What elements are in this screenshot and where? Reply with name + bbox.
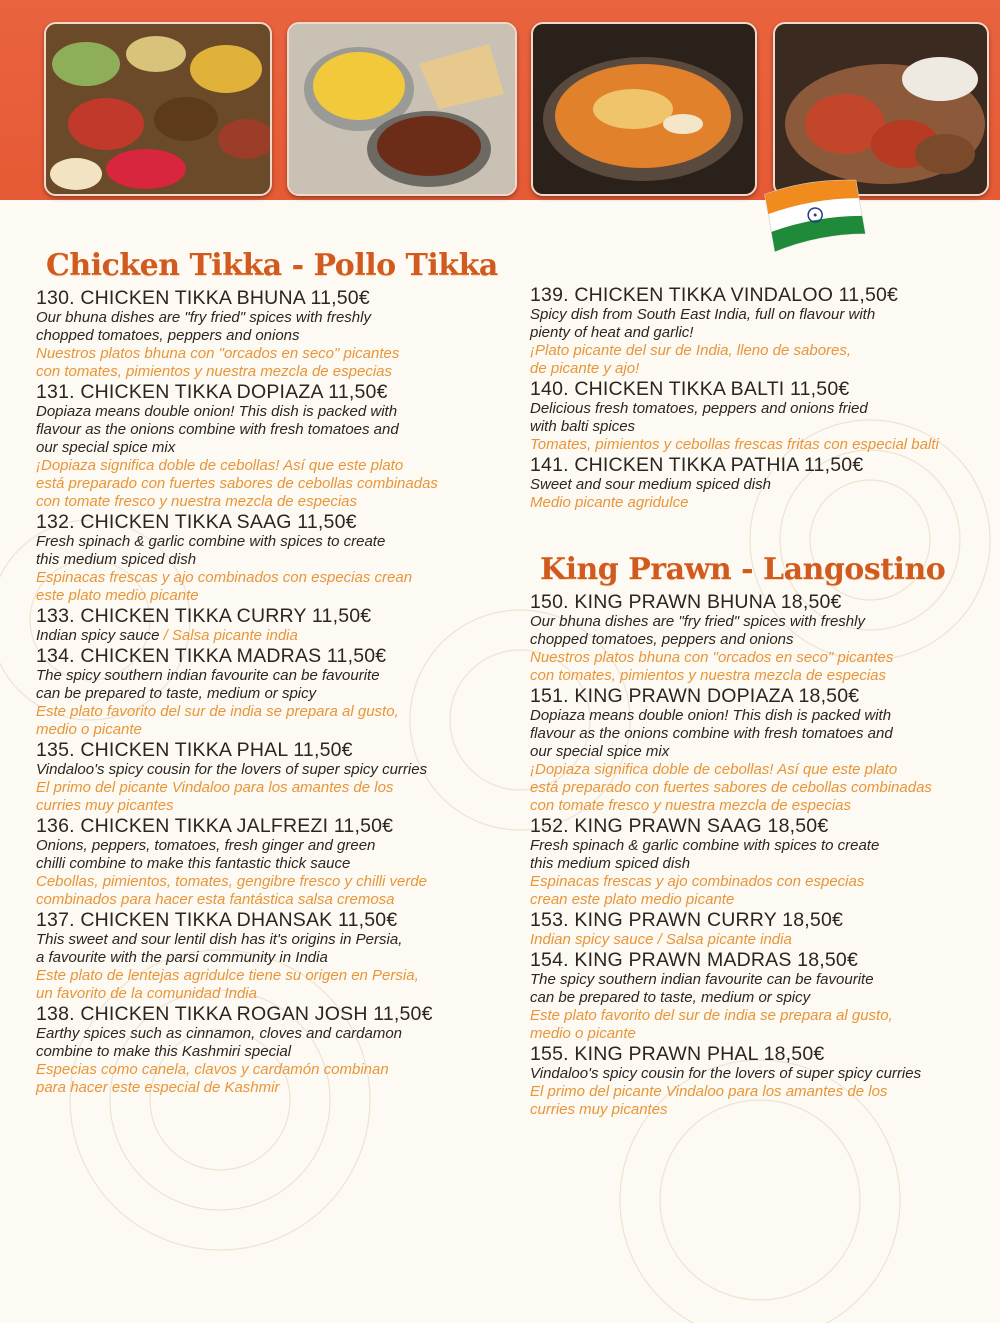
description-spanish-line: está preparado con fuertes sabores de cebollas combinadas [530,779,932,796]
description-spanish-line: El primo del picante Vindaloo para los amantes de los [36,779,394,796]
description-spanish-line: Medio picante agridulce [530,494,689,511]
description-english-line: Fresh spinach & garlic combine with spices to create [36,533,386,550]
right-column [530,284,990,1119]
description-english-line: Delicious fresh tomatoes, peppers and onions fried [530,400,868,417]
description-spanish-line: El primo del picante Vindaloo para los amantes de los [530,1083,888,1100]
menu-item-name: 136. CHICKEN TIKKA JALFREZI 11,50€ [36,815,394,837]
menu-item-name: 132. CHICKEN TIKKA SAAG 11,50€ [36,511,357,533]
menu-item-name: 154. KING PRAWN MADRAS 18,50€ [530,949,859,971]
menu-item-name: 141. CHICKEN TIKKA PATHIA 11,50€ [530,454,864,476]
menu-item [530,909,990,949]
menu-item-name: 150. KING PRAWN BHUNA 18,50€ [530,591,842,613]
menu-item-name: 130. CHICKEN TIKKA BHUNA 11,50€ [36,287,370,309]
menu-item-name: 138. CHICKEN TIKKA ROGAN JOSH 11,50€ [36,1003,433,1025]
menu-item-name: 131. CHICKEN TIKKA DOPIAZA 11,50€ [36,381,388,403]
menu-item-name: 134. CHICKEN TIKKA MADRAS 11,50€ [36,645,387,667]
description-english-line: Earthy spices such as cinnamon, cloves and cardamon [36,1025,403,1042]
description-spanish-line: este plato medio picante [36,587,199,604]
description-english-line: Our bhuna dishes are "fry fried" spices with freshly [530,613,865,630]
description-spanish-line: Indian spicy sauce / Salsa picante india [530,931,792,948]
description-english-line: Dopiaza means double onion! This dish is packed with [530,707,892,724]
description-english-line: The spicy southern indian favourite can be favourite [36,667,380,684]
description-spanish-line: ¡Plato picante del sur de India, lleno de sabores, [530,342,852,359]
king-prawn-list [530,591,990,1119]
description-spanish-line: curries muy picantes [36,797,174,814]
description-english-line: Vindaloo's spicy cousin for the lovers of super spicy curries [36,761,428,778]
description-spanish-line: crean este plato medio picante [530,891,735,908]
menu-item-name: 140. CHICKEN TIKKA BALTI 11,50€ [530,378,850,400]
menu-item [36,287,516,381]
description-english-line: pienty of heat and garlic! [530,324,694,341]
chicken-tikka-list-continued [530,284,990,512]
menu-item-name: 139. CHICKEN TIKKA VINDALOO 11,50€ [530,284,899,306]
menu-item [36,739,516,815]
description-spanish-line: Este plato de lentejas agridulce tiene su origen en Persia, [36,967,419,984]
description-spanish-line: ¡Dopiaza significa doble de cebollas! Así que este plato [530,761,898,778]
menu-item [530,815,990,909]
description-spanish-line: Este plato favorito del sur de india se prepara al gusto, [36,703,399,720]
menu-item [530,591,990,685]
description-english-line: flavour as the onions combine with fresh tomatoes and [36,421,399,438]
description-english-line: Vindaloo's spicy cousin for the lovers of super spicy curries [530,1065,922,1082]
menu-item [36,909,516,1003]
description-spanish-line: está preparado con fuertes sabores de cebollas combinadas [36,475,438,492]
description-spanish-line: ¡Dopiaza significa doble de cebollas! Así que este plato [36,457,404,474]
curry-pan-photo [531,22,757,196]
description-english-line: Fresh spinach & garlic combine with spices to create [530,837,880,854]
menu-item [530,284,990,378]
description-spanish: Salsa picante india [171,627,298,644]
section-title-chicken-tikka: Chicken Tikka - Pollo Tikka [46,248,498,283]
menu-item-name: 137. CHICKEN TIKKA DHANSAK 11,50€ [36,909,398,931]
menu-item [530,1043,990,1119]
menu-item [530,685,990,815]
description-english-line: chopped tomatoes, peppers and onions [36,327,300,344]
menu-item [530,949,990,1043]
menu-item-name: 155. KING PRAWN PHAL 18,50€ [530,1043,825,1065]
description-spanish-line: con tomate fresco y nuestra mezcla de especias [36,493,357,510]
menu-item [530,378,990,454]
menu-item [36,381,516,511]
description-english-line: a favourite with the parsi community in India [36,949,328,966]
description-spanish-line: de picante y ajo! [530,360,640,377]
chicken-tikka-list [36,287,516,1097]
description-english-line: chopped tomatoes, peppers and onions [530,631,794,648]
description-english-line: our special spice mix [36,439,176,456]
description-spanish-line: Cebollas, pimientos, tomates, gengibre fresco y chilli verde [36,873,428,890]
menu-item [36,815,516,909]
left-column [36,248,516,1097]
description-english-line: combine to make this Kashmiri special [36,1043,292,1060]
description-english-line: Sweet and sour medium spiced dish [530,476,771,493]
description-english-line: with balti spices [530,418,636,435]
description-spanish-line: con tomates, pimientos y nuestra mezcla de especias [530,667,887,684]
description-spanish-line: con tomate fresco y nuestra mezcla de especias [530,797,851,814]
description-english-line: This sweet and sour lentil dish has it's origins in Persia, [36,931,403,948]
description-english-line: The spicy southern indian favourite can be favourite [530,971,874,988]
menu-item [36,511,516,605]
description-english-line: Dopiaza means double onion! This dish is packed with [36,403,398,420]
tandoori-photo [773,22,989,196]
description-spanish-line: Espinacas frescas y ajo combinados con especias [530,873,865,890]
menu-item-name: 135. CHICKEN TIKKA PHAL 11,50€ [36,739,353,761]
description-spanish-line: Nuestros platos bhuna con "orcados en seco" picantes [36,345,400,362]
rice-and-curry-photo [287,22,517,196]
section-title-king-prawn: King Prawn - Langostino [540,552,946,587]
description-english-line: flavour as the onions combine with fresh tomatoes and [530,725,893,742]
description-spanish-line: Especias como canela, clavos y cardamón combinan [36,1061,389,1078]
description-english-line: Onions, peppers, tomatoes, fresh ginger and green [36,837,376,854]
spices-photo [44,22,272,196]
menu-item-name: 153. KING PRAWN CURRY 18,50€ [530,909,844,931]
description-english-line: can be prepared to taste, medium or spicy [36,685,317,702]
menu-item [36,1003,516,1097]
description-spanish-line: Este plato favorito del sur de india se prepara al gusto, [530,1007,893,1024]
description-spanish-line: medio o picante [530,1025,636,1042]
menu-item-name: 133. CHICKEN TIKKA CURRY 11,50€ [36,605,372,627]
description-spanish-line: Tomates, pimientos y cebollas frescas fritas con especial balti [530,436,939,453]
description-english-line: can be prepared to taste, medium or spicy [530,989,811,1006]
description-spanish-line: Nuestros platos bhuna con "orcados en seco" picantes [530,649,894,666]
menu-item [36,605,516,645]
description-english: Indian spicy sauce [36,627,160,644]
description-spanish-line: curries muy picantes [530,1101,668,1118]
description-spanish-line: para hacer este especial de Kashmir [36,1079,280,1096]
menu-item [530,454,990,512]
description-spanish-line: Espinacas frescas y ajo combinados con especias crean [36,569,413,586]
description-english-line: this medium spiced dish [530,855,691,872]
menu-item-description [36,627,516,645]
description-spanish-line: con tomates, pimientos y nuestra mezcla de especias [36,363,393,380]
menu-item-name: 152. KING PRAWN SAAG 18,50€ [530,815,829,837]
description-spanish-line: un favorito de la comunidad India [36,985,257,1002]
description-spanish-line: combinados para hacer esta fantástica salsa cremosa [36,891,395,908]
menu-item [36,645,516,739]
menu-item-name: 151. KING PRAWN DOPIAZA 18,50€ [530,685,860,707]
description-english-line: this medium spiced dish [36,551,197,568]
description-english-line: Our bhuna dishes are "fry fried" spices with freshly [36,309,371,326]
description-english-line: our special spice mix [530,743,670,760]
description-separator: / [159,627,172,644]
description-spanish-line: medio o picante [36,721,142,738]
description-english-line: Spicy dish from South East India, full on flavour with [530,306,876,323]
description-english-line: chilli combine to make this fantastic thick sauce [36,855,351,872]
